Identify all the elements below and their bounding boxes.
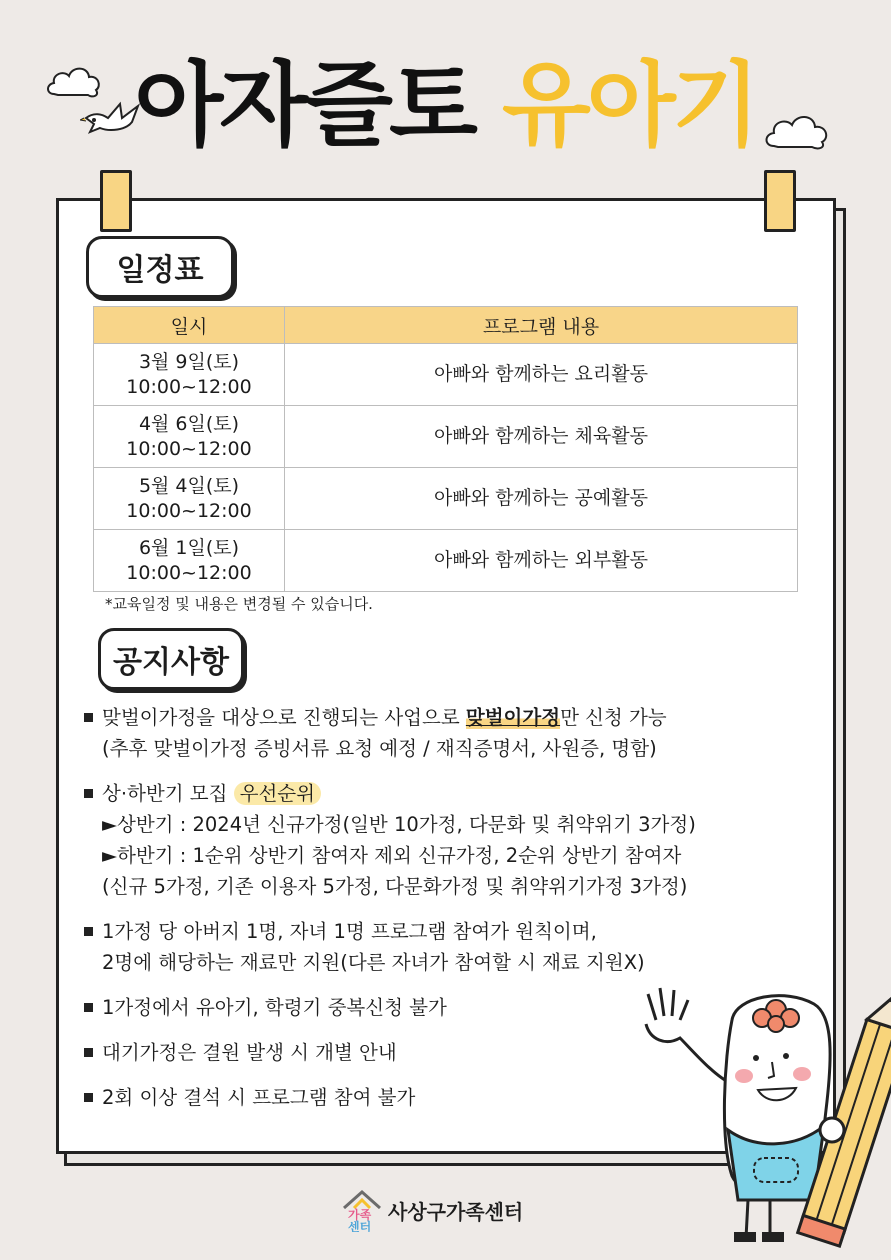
schedule-time: 10:00~12:00 bbox=[126, 375, 252, 398]
list-item bbox=[84, 702, 824, 764]
page-title bbox=[0, 46, 891, 166]
table-row bbox=[94, 406, 798, 468]
notice-text: 2회 이상 결석 시 프로그램 참여 불가 bbox=[102, 1086, 416, 1109]
schedule-time: 10:00~12:00 bbox=[126, 499, 252, 522]
schedule-date-cell bbox=[94, 344, 285, 406]
schedule-program: 아빠와 함께하는 요리활동 bbox=[285, 344, 798, 406]
notice-text: 맞벌이가정을 대상으로 진행되는 사업으로 bbox=[102, 706, 466, 729]
schedule-date-cell bbox=[94, 468, 285, 530]
notice-text: 만 신청 가능 bbox=[560, 706, 667, 729]
schedule-heading bbox=[86, 236, 234, 298]
schedule-program: 아빠와 함께하는 체육활동 bbox=[285, 406, 798, 468]
list-item bbox=[84, 778, 824, 902]
family-center-logo-icon bbox=[340, 1188, 384, 1232]
notice-text: 대기가정은 결원 발생 시 개별 안내 bbox=[102, 1041, 397, 1064]
schedule-time: 10:00~12:00 bbox=[126, 437, 252, 460]
title-part2: 유아기 bbox=[501, 52, 757, 159]
schedule-date-cell bbox=[94, 406, 285, 468]
table-row bbox=[94, 468, 798, 530]
logo-text-bottom: 센터 bbox=[348, 1220, 372, 1232]
notice-highlight: 우선순위 bbox=[234, 782, 321, 805]
notice-text: ►상반기 : 2024년 신규가정(일반 10가정, 다문화 및 취약위기 3가정) bbox=[102, 813, 696, 836]
notices-heading bbox=[98, 628, 244, 690]
organization-name: 사상구가족센터 bbox=[388, 1199, 524, 1224]
paper-clip-right bbox=[764, 170, 796, 232]
logo-text-top: 가족 bbox=[348, 1208, 372, 1222]
bullet-icon bbox=[84, 927, 93, 936]
schedule-date-cell bbox=[94, 530, 285, 592]
schedule-heading-label: 일정표 bbox=[116, 253, 204, 288]
bullet-icon bbox=[84, 1093, 93, 1102]
list-item bbox=[84, 916, 824, 978]
notice-text: 2명에 해당하는 재료만 지원(다른 자녀가 참여할 시 재료 지원X) bbox=[102, 951, 645, 974]
paper-clip-left bbox=[100, 170, 132, 232]
bullet-icon bbox=[84, 789, 93, 798]
schedule-date: 3월 9일(토) bbox=[138, 350, 240, 373]
table-row bbox=[94, 344, 798, 406]
schedule-program: 아빠와 함께하는 공예활동 bbox=[285, 468, 798, 530]
column-header-date: 일시 bbox=[94, 307, 285, 344]
pencil-mascot-illustration bbox=[636, 980, 891, 1260]
bullet-icon bbox=[84, 1048, 93, 1057]
schedule-date: 6월 1일(토) bbox=[138, 536, 240, 559]
notice-text: 1가정에서 유아기, 학령기 중복신청 불가 bbox=[102, 996, 447, 1019]
title-part1: 아자즐토 bbox=[134, 52, 474, 159]
schedule-date: 5월 4일(토) bbox=[138, 474, 240, 497]
bullet-icon bbox=[84, 1003, 93, 1012]
schedule-time: 10:00~12:00 bbox=[126, 561, 252, 584]
bullet-icon bbox=[84, 713, 93, 722]
table-row bbox=[94, 530, 798, 592]
schedule-program: 아빠와 함께하는 외부활동 bbox=[285, 530, 798, 592]
schedule-table bbox=[93, 306, 798, 592]
column-header-program: 프로그램 내용 bbox=[285, 307, 798, 344]
footer bbox=[340, 1188, 523, 1232]
notice-text: (추후 맞벌이가정 증빙서류 요청 예정 / 재직증명서, 사원증, 명함) bbox=[102, 737, 657, 760]
notice-text: 1가정 당 아버지 1명, 자녀 1명 프로그램 참여가 원칙이며, bbox=[102, 920, 597, 943]
notice-highlight: 맞벌이가정 bbox=[465, 706, 561, 729]
notice-text: (신규 5가정, 기존 이용자 5가정, 다문화가정 및 취약위기가정 3가정) bbox=[102, 875, 688, 898]
notice-text: ►하반기 : 1순위 상반기 참여자 제외 신규가정, 2순위 상반기 참여자 bbox=[102, 844, 682, 867]
schedule-date: 4월 6일(토) bbox=[138, 412, 240, 435]
notices-heading-label: 공지사항 bbox=[113, 645, 229, 680]
schedule-note: *교육일정 및 내용은 변경될 수 있습니다. bbox=[105, 595, 373, 613]
notice-text: 상·하반기 모집 bbox=[102, 782, 234, 805]
